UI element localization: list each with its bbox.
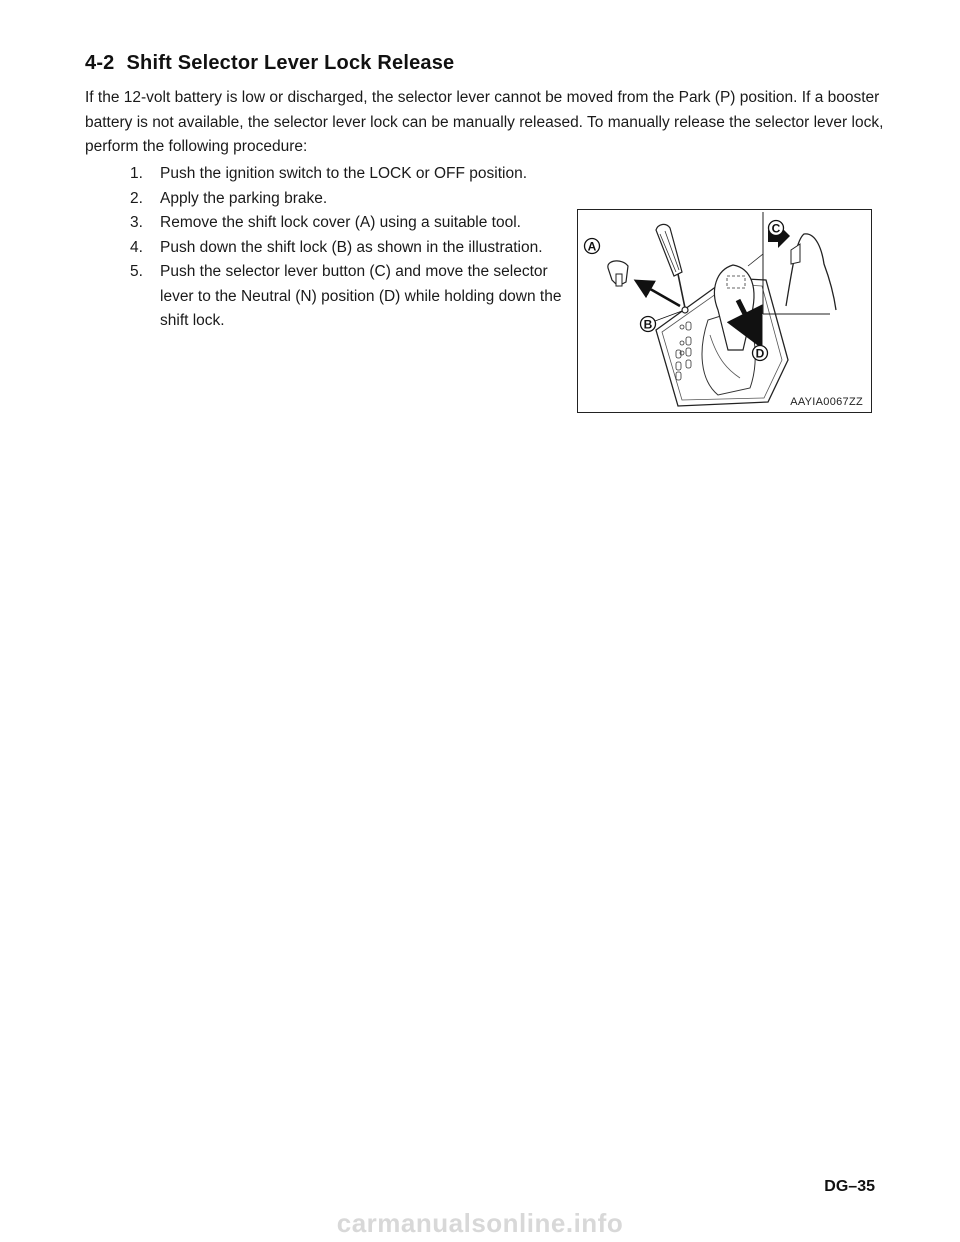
screwdriver-icon (656, 224, 688, 313)
page-number: DG–35 (824, 1178, 875, 1195)
callout-b-label: B (643, 317, 653, 332)
step-number: 1. (130, 165, 143, 182)
step-number: 3. (130, 214, 143, 231)
procedure-step (130, 236, 580, 261)
callout-c (769, 221, 784, 236)
gear-indicator (676, 322, 691, 380)
shift-knob (714, 265, 753, 350)
procedure-step (130, 187, 580, 212)
step-text: Apply the parking brake. (160, 189, 328, 207)
callout-d (753, 346, 768, 361)
watermark-text: carmanualsonline.info (336, 1208, 624, 1238)
detail-knob (786, 234, 836, 310)
procedure-step (130, 211, 580, 236)
step-text: Push the ignition switch to the LOCK or OFF position. (160, 165, 528, 182)
cover-arrow (638, 282, 680, 306)
section-title-text: Shift Selector Lever Lock Release (126, 52, 455, 74)
shift-lock-drawing (578, 210, 870, 410)
section-number: 4-2 (85, 52, 115, 74)
callout-d-label: D (755, 346, 765, 361)
shift-lock-illustration (577, 209, 872, 413)
callout-a (585, 239, 600, 254)
callout-a-label: A (587, 239, 597, 254)
step-number: 5. (130, 263, 143, 280)
step-text: Remove the shift lock cover (A) using a suitable tool. (160, 214, 521, 231)
figure-code: AAYIA0067ZZ (790, 396, 863, 408)
callout-b (641, 311, 683, 332)
procedure-step (130, 162, 580, 187)
section-title (85, 52, 454, 75)
step-text: Push the selector lever button (C) and move the selector lever to the Neutral (N) position (D) while holding down the shift lock. (160, 263, 562, 329)
step-number: 2. (130, 189, 143, 207)
step-number: 4. (130, 238, 143, 256)
intro-paragraph: If the 12-volt battery is low or discharged, the selector lever cannot be moved from the Park (P) position. If a booster battery is not available, the selector lever lock can be manually released. To manually release the selector lever lock, perform the following procedure: (85, 89, 884, 155)
shift-lock-cover-icon (608, 261, 628, 286)
step-text: Push down the shift lock (B) as shown in the illustration. (160, 238, 543, 256)
procedure-step (130, 260, 580, 334)
procedure-steps (130, 162, 580, 334)
callout-c-label: C (771, 221, 781, 236)
